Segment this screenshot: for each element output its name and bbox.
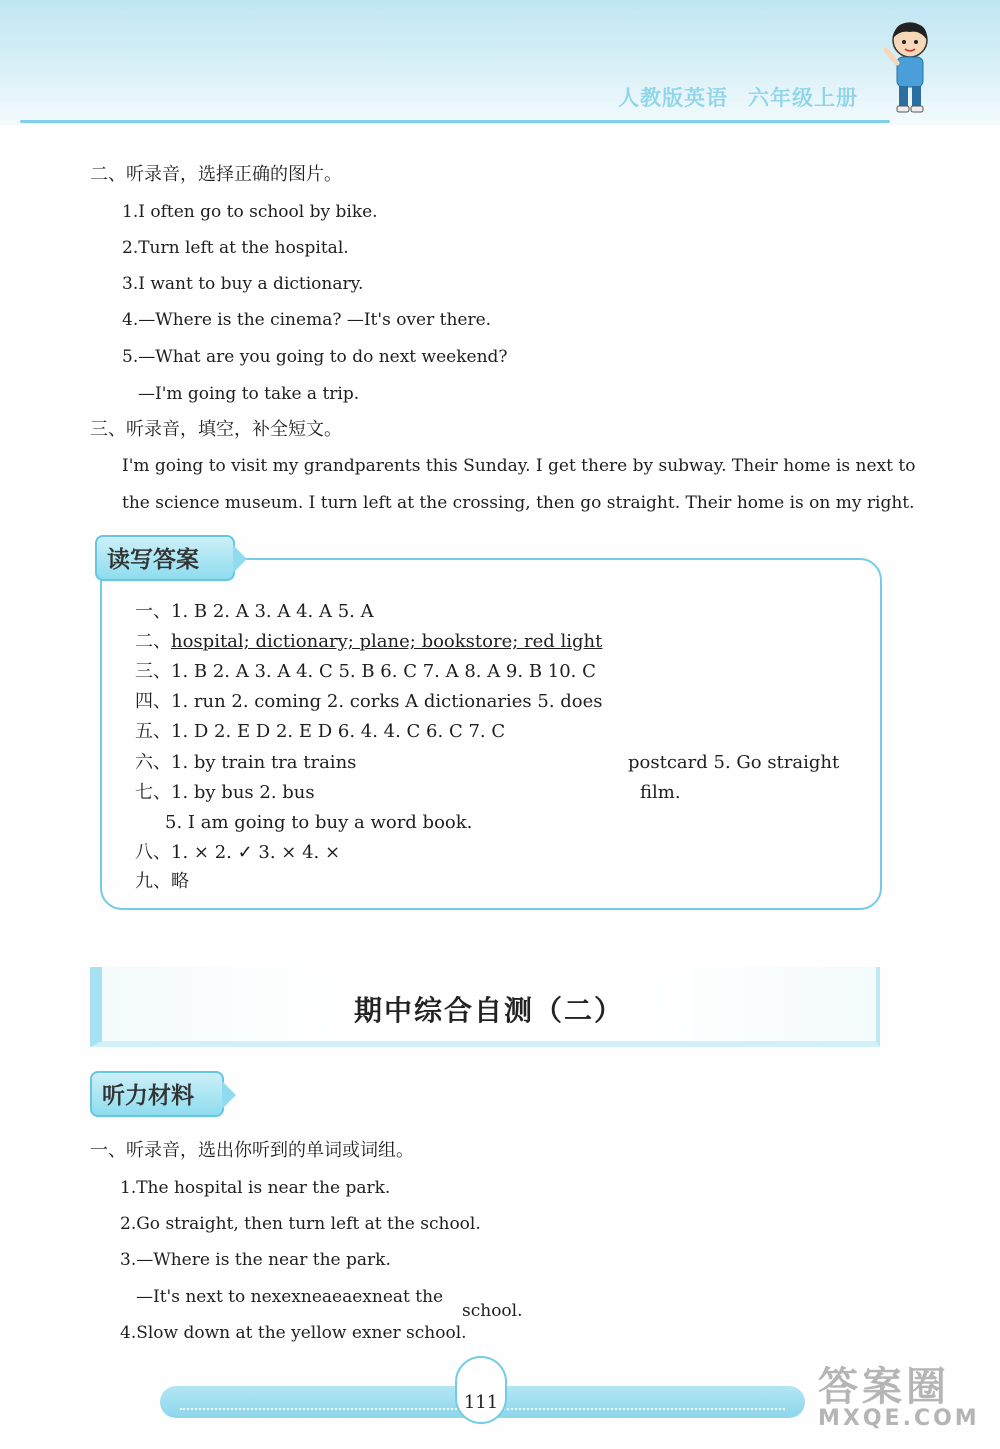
test-title-banner (90, 967, 880, 1047)
answer-text: 略 (171, 871, 189, 892)
answer-text: hospital; dictionary; plane; bookstore; red light (171, 631, 603, 652)
answer-row (135, 720, 505, 744)
listening-item: school. (462, 1301, 523, 1321)
listening-item: —It's next to nexexneaeaexneat the (136, 1287, 444, 1307)
answers-tag (95, 535, 235, 581)
listening-item: 2.Turn left at the hospital. (122, 238, 349, 258)
answer-label: 一、 (135, 601, 171, 622)
answer-label: 四、 (135, 691, 171, 712)
page-number-badge (455, 1356, 507, 1424)
listening-item: 3.—Where is the near the park. (120, 1250, 391, 1270)
book-title (618, 82, 858, 112)
answer-label: 二、 (135, 631, 171, 652)
section-heading-1: 一、听录音，选出你听到的单词或词组。 (90, 1140, 414, 1161)
arrow-icon (233, 545, 247, 573)
answer-text: 5. I am going to buy a word book. (165, 812, 473, 833)
answer-label: 九、 (135, 871, 171, 892)
passage-line: I'm going to visit my grandparents this Sunday. I get there by subway. Their home is next to (122, 456, 916, 476)
answer-label: 六、 (135, 752, 171, 773)
answer-row (135, 690, 603, 714)
answer-row (135, 600, 374, 624)
book-name: 人教版英语 (618, 86, 728, 110)
listening-item: 4.—Where is the cinema? —It's over there. (122, 310, 492, 330)
listening-item: 1.I often go to school by bike. (122, 202, 378, 222)
listening-item: 4.Slow down at the yellow exner school. (120, 1323, 467, 1343)
listening-item: 5.—What are you going to do next weekend? (122, 347, 508, 367)
listening-tag (90, 1071, 224, 1117)
listening-tag-label: 听力材料 (102, 1083, 194, 1109)
answer-label: 八、 (135, 842, 171, 863)
answer-label: 七、 (135, 782, 171, 803)
answer-text: 1. by train tra trains (171, 752, 357, 773)
section-heading-3: 三、听录音，填空，补全短文。 (90, 419, 342, 440)
listening-item: —I'm going to take a trip. (138, 384, 360, 404)
answer-label: 三、 (135, 661, 171, 682)
answer-text: 1. B 2. A 3. A 4. A 5. A (171, 601, 374, 622)
section-heading-2: 二、听录音，选择正确的图片。 (90, 164, 342, 185)
answer-row (640, 781, 681, 805)
answer-row (135, 660, 596, 684)
answer-row (135, 841, 340, 865)
answer-text: postcard 5. Go straight (628, 752, 840, 773)
passage-line: the science museum. I turn left at the crossing, then go straight. Their home is on my right. (122, 493, 915, 513)
answer-text: 1. run 2. coming 2. corks A dictionaries 5. does (171, 691, 603, 712)
answer-label: 五、 (135, 721, 171, 742)
answer-text: 1. × 2. ✓ 3. × 4. × (171, 842, 341, 863)
cartoon-boy-icon (880, 18, 940, 118)
answer-row (135, 630, 602, 654)
answer-row (165, 811, 472, 835)
answer-text: 1. D 2. E D 2. E D 6. 4. 4. C 6. C 7. C (171, 721, 506, 742)
grade-name: 六年级上册 (748, 86, 858, 110)
answer-row (135, 870, 189, 894)
header-divider (20, 120, 890, 123)
answer-row (628, 751, 839, 775)
answer-text: 1. B 2. A 3. A 4. C 5. B 6. C 7. A 8. A 9. B 10. C (171, 661, 596, 682)
listening-item: 2.Go straight, then turn left at the school. (120, 1214, 481, 1234)
answer-text: film. (640, 782, 681, 803)
answers-tag-label: 读写答案 (107, 547, 199, 573)
listening-item: 1.The hospital is near the park. (120, 1178, 391, 1198)
answer-text: 1. by bus 2. bus (171, 782, 315, 803)
answer-row (135, 751, 356, 775)
page-number: 111 (463, 1392, 499, 1413)
test-title: 期中综合自测（二） (353, 994, 624, 1027)
watermark-logo: 答案圈 (818, 1364, 950, 1410)
watermark-url: MXQE.COM (818, 1406, 980, 1431)
answer-row (135, 781, 315, 805)
listening-item: 3.I want to buy a dictionary. (122, 274, 364, 294)
arrow-icon (222, 1081, 236, 1109)
watermark (818, 1355, 980, 1431)
